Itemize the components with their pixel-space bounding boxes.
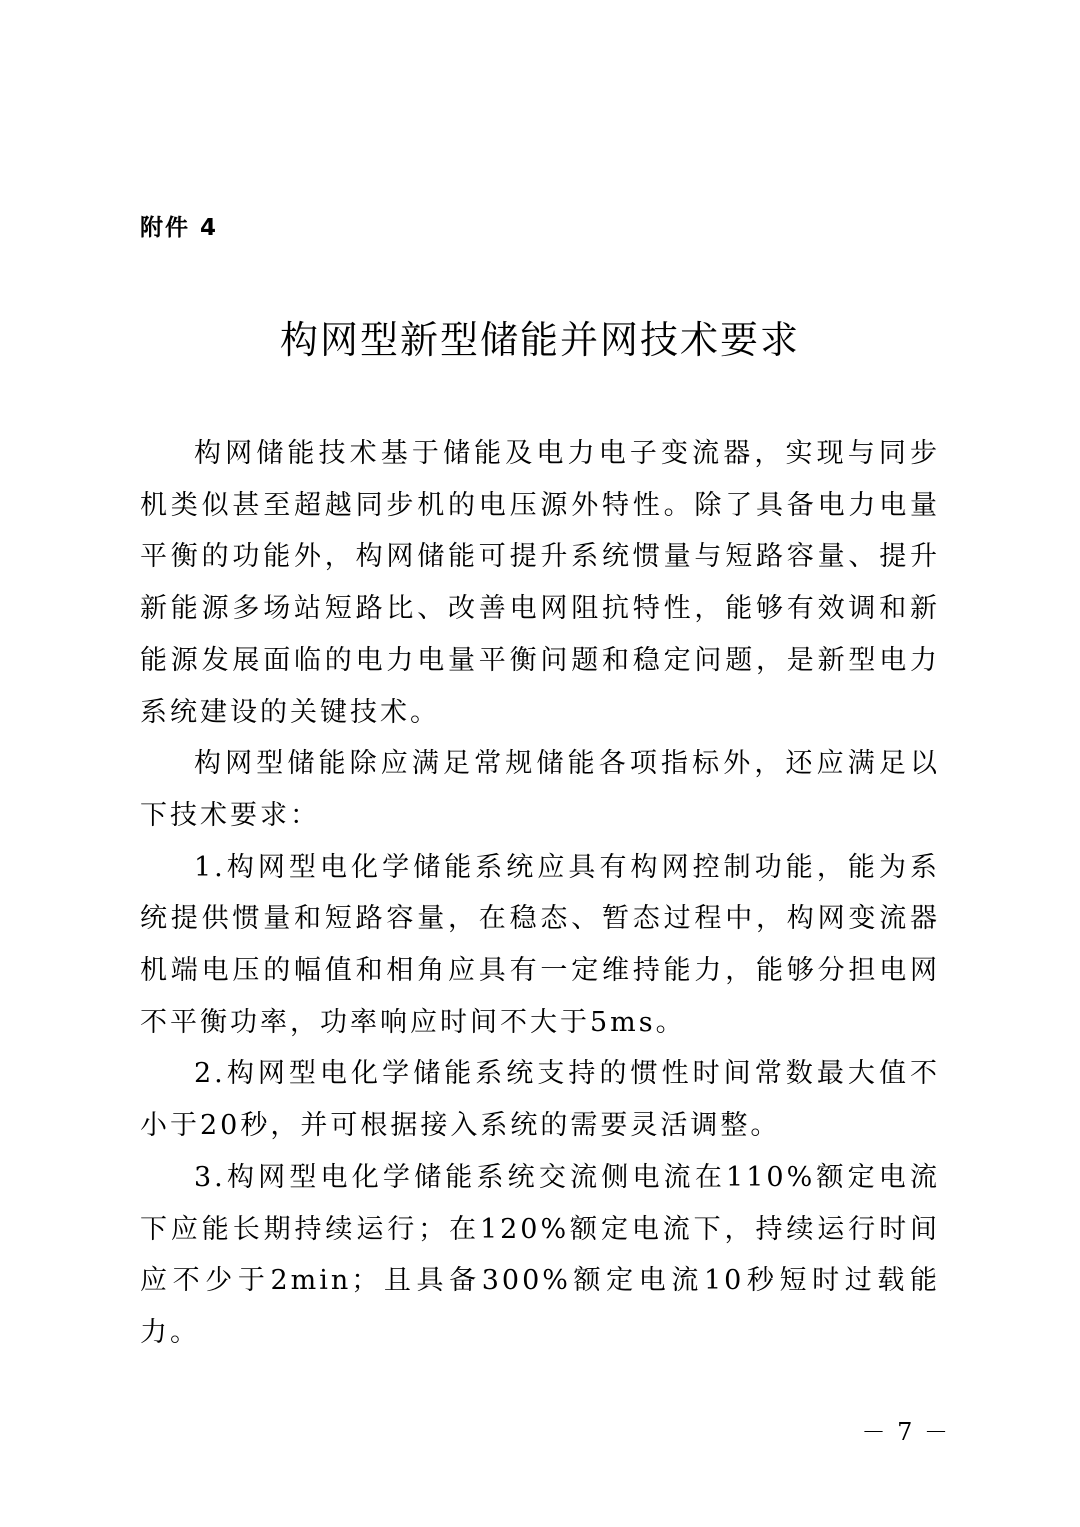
paragraph-requirement-1: 1.构网型电化学储能系统应具有构网控制功能，能为系统提供惯量和短路容量，在稳态、暂态过程中，构网变流器机端电压的幅值和相角应具有一定维持能力，能够分担电网不平衡功率，功率响应时间不大于5ms。 [140, 851, 940, 1038]
paragraph-requirements-lead: 构网型储能除应满足常规储能各项指标外，还应满足以下技术要求： [140, 748, 940, 831]
attachment-label: 附件 4 [140, 215, 219, 241]
document-title: 构网型新型储能并网技术要求 [279, 318, 800, 362]
paragraph-requirement-3: 3.构网型电化学储能系统交流侧电流在110%额定电流下应能长期持续运行；在120%额定电流下，持续运行时间应不少于2min；且具备300%额定电流10秒短时过载能力。 [140, 1161, 940, 1348]
paragraph-requirement-2: 2.构网型电化学储能系统支持的惯性时间常数最大值不小于20秒，并可根据接入系统的需要灵活调整。 [140, 1058, 940, 1142]
page-number: － 7 － [861, 1418, 950, 1446]
document-body [140, 428, 940, 1359]
paragraph-intro: 构网储能技术基于储能及电力电子变流器，实现与同步机类似甚至超越同步机的电压源外特性。除了具备电力电量平衡的功能外，构网储能可提升系统惯量与短路容量、提升新能源多场站短路比、改善电网阻抗特性，能够有效调和新能源发展面临的电力电量平衡问题和稳定问题，是新型电力系统建设的关键技术。 [140, 438, 940, 728]
